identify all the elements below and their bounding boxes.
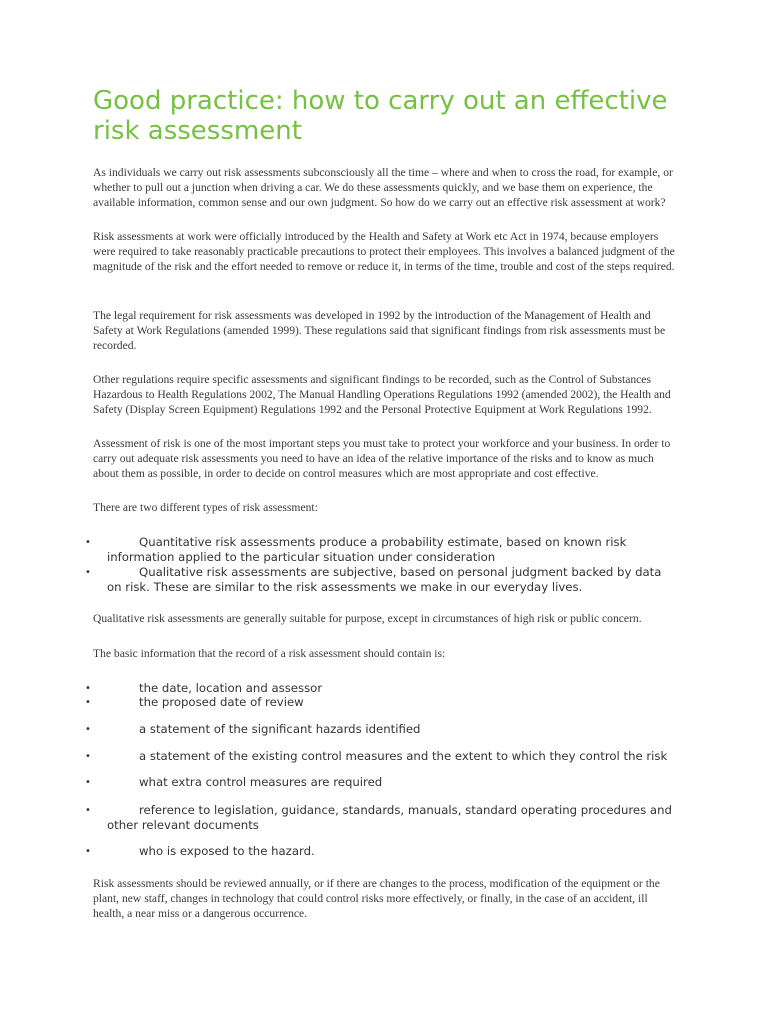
list-item-text: who is exposed to the hazard. — [139, 844, 315, 858]
list-item — [85, 695, 675, 710]
paragraph-intro: As individuals we carry out risk assessments subconsciously all the time – where and when to cross the road, for example, or whether to pull out a junction when driving a car. We do these assessments quickly, and we base them on experience, the available information, common sense and our own judgment. So how do we carry out an effective risk assessment at work? — [93, 166, 673, 209]
paragraph-review: Risk assessments should be reviewed annually, or if there are changes to the process, modification of the equipment or the plant, new staff, changes in technology that could control risks more effectively, or finally, in the case of an accident, ill health, a near miss or a dangerous occurrence. — [93, 877, 660, 920]
list-item-text: a statement of the existing control measures and the extent to which they control the risk — [139, 749, 668, 763]
list-item-text: Qualitative risk assessments are subjective, based on personal judgment backed by data on risk. These are similar to the risk assessments we make in our everyday lives. — [107, 565, 662, 594]
paragraph-record-intro: The basic information that the record of a risk assessment should contain is: — [93, 647, 446, 660]
paragraph-regulations: Other regulations require specific assessments and significant findings to be recorded, such as the Control of Substances Hazardous to Health Regulations 2002, The Manual Handling Operations Regulations 1992 (amended 2002), the Health and Safety (Display Screen Equipment) Regulations 1992 and the Personal Protective Equipment at Work Regulations 1992. — [93, 373, 671, 416]
bullet-icon: • — [85, 683, 91, 694]
paragraph-importance: Assessment of risk is one of the most important steps you must take to protect your workforce and your business. In order to carry out adequate risk assessments you need to have an idea of the relative importance of the risks and to know as much about them as possible, in order to decide on control measures which are most appropriate and cost effective. — [93, 437, 671, 480]
list-item — [85, 681, 675, 696]
list-item-text: reference to legislation, guidance, standards, manuals, standard operating procedures and other relevant documents — [107, 803, 672, 832]
page-title: Good practice: how to carry out an effective risk assessment — [93, 86, 668, 146]
list-item — [85, 535, 675, 565]
bullet-icon: • — [85, 724, 91, 735]
list-item — [85, 722, 675, 737]
paragraph-qualitative: Qualitative risk assessments are generally suitable for purpose, except in circumstances of high risk or public concern. — [93, 612, 642, 625]
list-item-text: a statement of the significant hazards identified — [139, 722, 421, 736]
paragraph-types-intro: There are two different types of risk assessment: — [93, 501, 318, 514]
bullet-icon: • — [85, 751, 91, 762]
bullet-icon: • — [85, 777, 91, 788]
list-item-text: Quantitative risk assessments produce a probability estimate, based on known risk information applied to the particular situation under consideration — [107, 535, 627, 564]
list-item — [85, 775, 675, 790]
list-item-text: the date, location and assessor — [139, 681, 323, 695]
bullet-icon: • — [85, 697, 91, 708]
bullet-icon: • — [85, 805, 91, 816]
list-item — [85, 803, 675, 833]
list-item — [85, 749, 675, 764]
paragraph-history: Risk assessments at work were officially introduced by the Health and Safety at Work etc Act in 1974, because employers were required to take reasonably practicable precautions to protect their employees. This involves a balanced judgment of the magnitude of the risk and the effort needed to remove or reduce it, in terms of the time, trouble and cost of the steps required. — [93, 230, 675, 273]
list-item — [85, 565, 675, 595]
list-item — [85, 844, 675, 859]
list-item-text: the proposed date of review — [139, 695, 304, 709]
bullet-icon: • — [85, 846, 91, 857]
bullet-icon: • — [85, 537, 91, 548]
bullet-icon: • — [85, 567, 91, 578]
list-item-text: what extra control measures are required — [139, 775, 383, 789]
paragraph-legal: The legal requirement for risk assessments was developed in 1992 by the introduction of the Management of Health and Safety at Work Regulations (amended 1999). These regulations said that significant findings from risk assessments must be recorded. — [93, 309, 666, 352]
